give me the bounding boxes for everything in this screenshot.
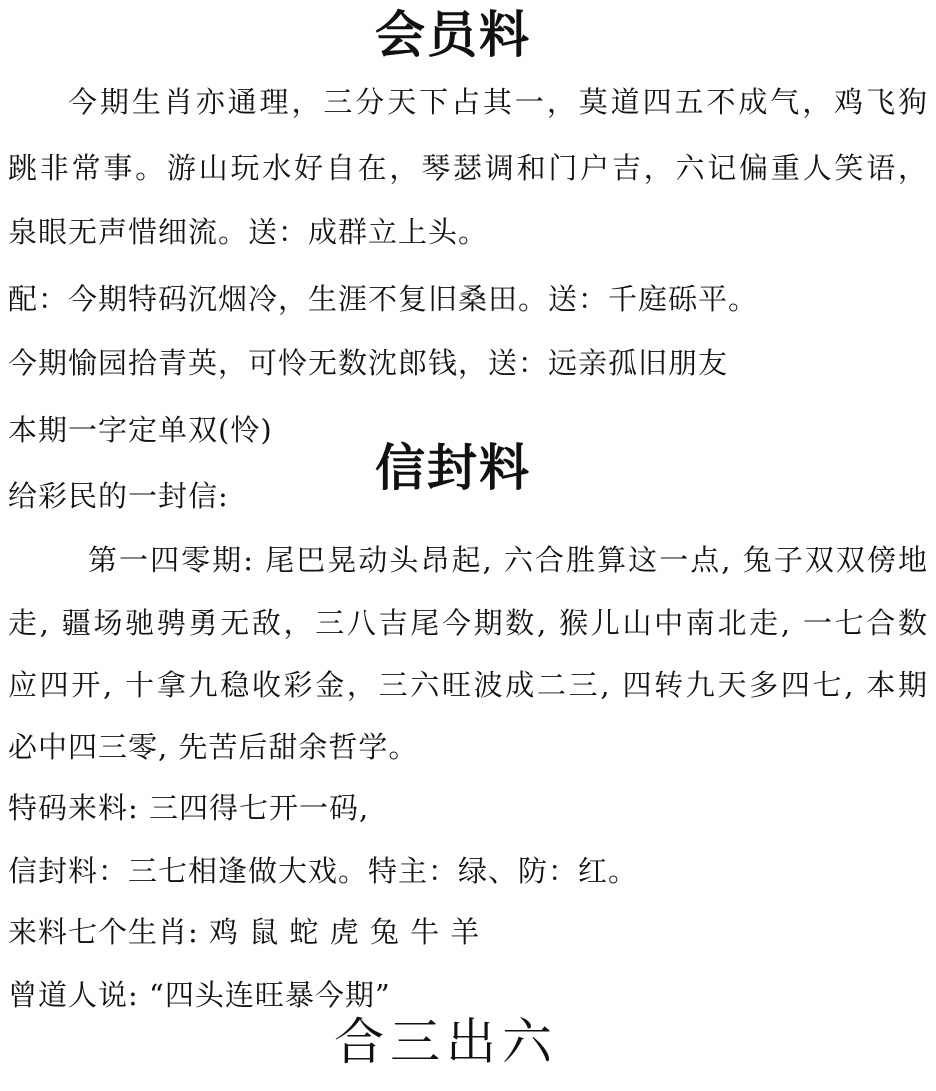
envelope-info-title: 信封料 [375, 438, 531, 497]
text-line: 今期愉园拾青英，可怜无数沈郎钱，送：远亲孤旧朋友 [8, 346, 729, 380]
member-info-title: 会员料 [375, 5, 531, 64]
text-line: 必中四三零, 先苦后甜余哲学。 [8, 730, 419, 764]
text-line: 来料七个生肖: 鸡 鼠 蛇 虎 兔 牛 羊 [8, 915, 481, 949]
text-line: 应四开, 十拿九稳收彩金，三六旺波成二三, 四转九天多四七, 本期 [8, 668, 928, 702]
text-line: 特码来料: 三四得七开一码, [8, 791, 370, 825]
text-line: 第一四零期: 尾巴晃动头昂起, 六合胜算这一点, 兔子双双傍地 [88, 543, 928, 577]
text-line: 跳非常事。游山玩水好自在，琴瑟调和门户吉，六记偏重人笑语， [8, 151, 928, 185]
text-line: 信封料：三七相逢做大戏。特主：绿、防：红。 [8, 854, 639, 888]
text-line: 本期一字定单双(怜) [8, 413, 273, 447]
text-line: 曾道人说: “四头连旺暴今期” [8, 978, 391, 1012]
text-line: 今期生肖亦通理，三分天下占其一，莫道四五不成气，鸡飞狗 [68, 85, 928, 119]
text-line: 泉眼无声惜细流。送：成群立上头。 [8, 215, 489, 249]
text-line: 配：今期特码沉烟冷，生涯不复旧桑田。送：千庭砾平。 [8, 282, 759, 316]
text-line: 走, 疆场驰骋勇无敌，三八吉尾今期数, 猴儿山中南北走, 一七合数 [8, 606, 928, 640]
letter-intro: 给彩民的一封信: [8, 479, 229, 513]
bottom-title: 合三出六 [334, 1013, 558, 1071]
